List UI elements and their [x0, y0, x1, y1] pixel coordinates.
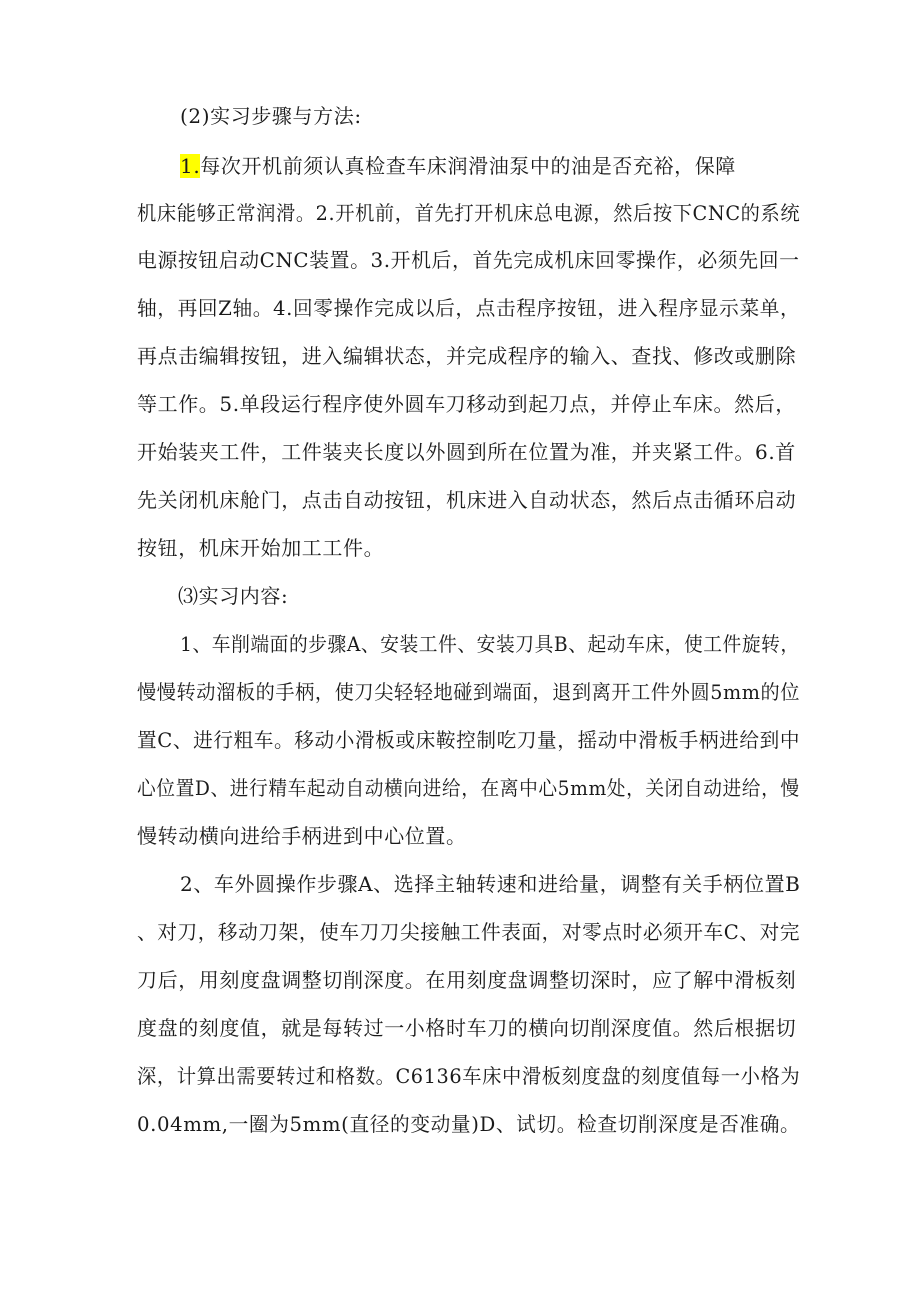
section2-line: 机床能够正常润滑。2.开机前，首先打开机床总电源，然后按下CNC的系统	[137, 201, 801, 225]
para1-line: 置C、进行粗车。移动小滑板或床鞍控制吃刀量，摇动中滑板手柄进给到中	[137, 728, 801, 752]
section2-line: 开始装夹工件，工件装夹长度以外圆到所在位置为准，并夹紧工件。6.首	[137, 440, 796, 464]
para2-line: 刀后，用刻度盘调整切削深度。在用刻度盘调整切深时，应了解中滑板刻	[137, 968, 797, 992]
para2-line: 2、车外圆操作步骤A、选择主轴转速和进给量，调整有关手柄位置B	[180, 872, 801, 896]
para1-line: 1、车削端面的步骤A、安装工件、安装刀具B、起动车床，使工件旋转，	[180, 632, 800, 656]
para1-line: 心位置D、进行精车起动自动横向进给，在离中心5mm处，关闭自动进给，慢	[137, 776, 800, 800]
section2-line: 先关闭机床舱门，点击自动按钮，机床进入自动状态，然后点击循环启动	[137, 488, 797, 512]
section2-heading: (2)实习步骤与方法:	[180, 104, 362, 128]
section2-line: 电源按钮启动CNC装置。3.开机后，首先完成机床回零操作，必须先回一	[137, 248, 800, 272]
section2-line: 按钮，机床开始加工工件。	[137, 536, 385, 560]
para2-line: 度盘的刻度值，就是每转过一小格时车刀的横向切削深度值。然后根据切	[137, 1016, 797, 1040]
section2-line: 每次开机前须认真检查车床润滑油泵中的油是否充裕，保障	[200, 154, 736, 178]
para2-line: 0.04mm,一圈为5mm(直径的变动量)D、试切。检查切削深度是否准确。	[137, 1112, 801, 1136]
para2-line: 深，计算出需要转过和格数。C6136车床中滑板刻度盘的刻度值每一小格为	[137, 1064, 801, 1088]
para1-line: 慢转动横向进给手柄进到中心位置。	[137, 824, 467, 848]
section2-line: 等工作。5.单段运行程序使外圆车刀移动到起刀点，并停止车床。然后，	[137, 392, 796, 416]
item-number-highlight: 1.	[180, 154, 201, 178]
section2-line: 轴，再回Z轴。4.回零操作完成以后，点击程序按钮，进入程序显示菜单，	[137, 296, 801, 320]
section2-first-line	[180, 152, 736, 180]
para1-line: 慢慢转动溜板的手柄，使刀尖轻轻地碰到端面，退到离开工件外圆5mm的位	[137, 680, 801, 704]
para2-line: 、对刀，移动刀架，使车刀刀尖接触工件表面，对零点时必须开车C、对完	[137, 920, 801, 944]
section3-heading: ⑶实习内容:	[178, 584, 289, 608]
section2-line: 再点击编辑按钮，进入编辑状态，并完成程序的输入、查找、修改或删除	[137, 344, 797, 368]
